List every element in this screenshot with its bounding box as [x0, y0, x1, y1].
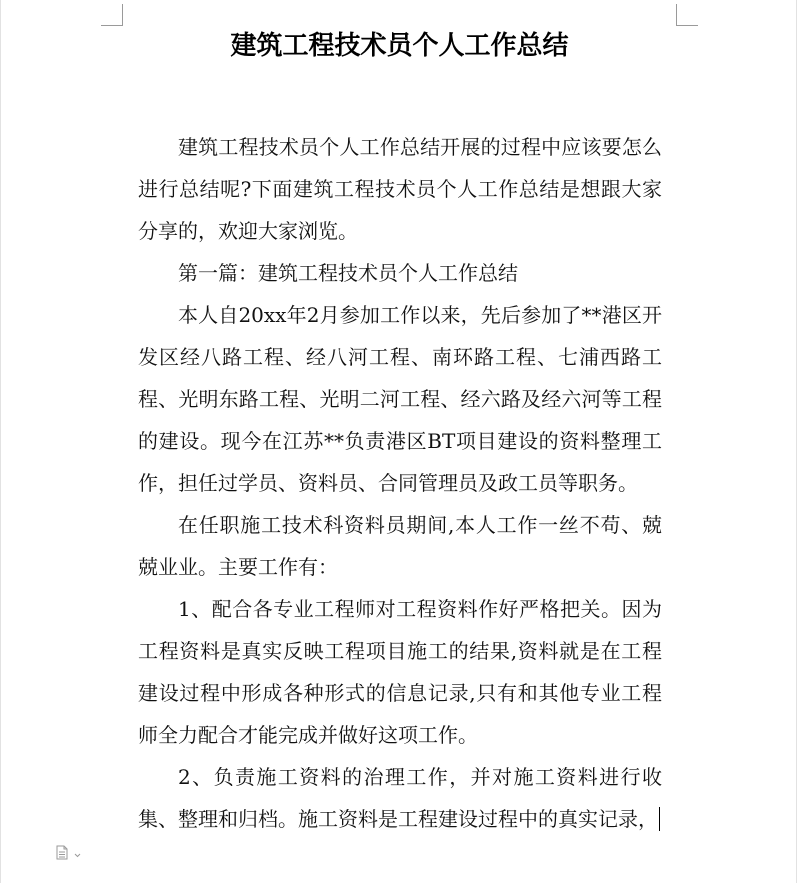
paragraph-duty-1: 1、配合各专业工程师对工程资料作好严格把关。因为工程资料是真实反映工程项目施工的结果,资料就是在工程建设过程中形成各种形式的信息记录,只有和其他专业工程师全力配合才能完成并做好这项工作。	[138, 597, 662, 747]
document-title: 建筑工程技术员个人工作总结	[230, 31, 569, 61]
text-cursor	[659, 807, 660, 831]
paragraph-section-heading: 第一篇：建筑工程技术员个人工作总结	[178, 261, 518, 285]
paragraph-duties-intro: 在任职施工技术科资料员期间,本人工作一丝不苟、兢兢业业。主要工作有：	[138, 513, 662, 579]
paragraph-experience: 本人自20xx年2月参加工作以来，先后参加了**港区开发区经八路工程、经八河工程、南环路工程、七浦西路工程、光明东路工程、光明二河工程、经六路及经六河等工程的建设。现今在江苏**负责港区BT项目建设的资料整理工作，担任过学员、资料员、合同管理员及政工员等职务。	[138, 303, 662, 495]
paragraph-intro: 建筑工程技术员个人工作总结开展的过程中应该要怎么进行总结呢?下面建筑工程技术员个人工作总结是想跟大家分享的，欢迎大家浏览。	[138, 135, 662, 243]
document-icon[interactable]	[56, 845, 82, 861]
document-body[interactable]	[138, 126, 662, 840]
paragraph-duty-2-text: 2、负责施工资料的治理工作，并对施工资料进行收集、整理和归档。施工资料是工程建设过程中的真实记录，	[138, 765, 662, 831]
paragraph-duty-2	[138, 756, 662, 840]
